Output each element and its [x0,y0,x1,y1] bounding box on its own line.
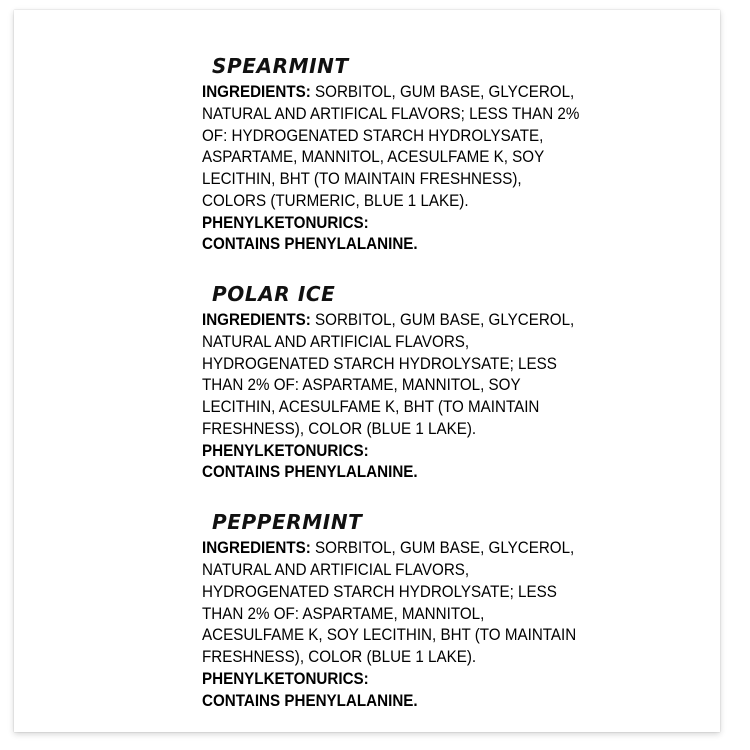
ingredients-paragraph-polar-ice [202,310,580,441]
ingredients-label-polar-ice: INGREDIENTS: [202,311,311,330]
ingredients-text-polar-ice: SORBITOL, GUM BASE, GLYCEROL, NATURAL AND ARTIFICIAL FLAVORS, HYDROGENATED STARCH HYDROLYSATE; LESS THAN 2% OF: ASPARTAME, MANNITOL, SOY LECITHIN, ACESULFAME K, BHT (TO MAINTAIN FRESHNESS), COLOR (BLUE 1 LAKE). [202,311,575,438]
label-content [202,54,582,712]
ingredients-paragraph-peppermint [202,538,580,669]
ingredients-label-spearmint: INGREDIENTS: [202,83,311,101]
flavor-section-spearmint [202,54,582,256]
flavor-title-polar-ice: POLAR ICE [212,282,336,307]
flavor-section-peppermint [202,510,582,712]
ingredients-text-spearmint: SORBITOL, GUM BASE, GLYCEROL, NATURAL AND ARTIFICAL FLAVORS; LESS THAN 2% OF: HYDROGENATED STARCH HYDROLYSATE, ASPARTAME, MANNITOL, ACESULFAME K, SOY LECITHIN, BHT (TO MAINTAIN FRESHNESS), COLORS (TURMERIC, BLUE 1 LAKE). [202,83,580,210]
ingredients-label-peppermint: INGREDIENTS: [202,539,311,558]
flavor-section-polar-ice [202,282,582,484]
pku-warning-line2-spearmint: CONTAINS PHENYLALANINE. [202,235,418,254]
ingredients-paragraph-spearmint [202,82,580,213]
flavor-title-peppermint: PEPPERMINT [212,510,363,535]
pku-warning-line1-spearmint: PHENYLKETONURICS: [202,213,369,232]
ingredients-text-peppermint: SORBITOL, GUM BASE, GLYCEROL, NATURAL AND ARTIFICIAL FLAVORS, HYDROGENATED STARCH HYDROLYSATE; LESS THAN 2% OF: ASPARTAME, MANNITOL, ACESULFAME K, SOY LECITHIN, BHT (TO MAINTAIN FRESHNESS), COLOR (BLUE 1 LAKE). [202,539,577,667]
pku-warning-line1-polar-ice: PHENYLKETONURICS: [202,441,369,460]
flavor-title-spearmint: SPEARMINT [212,54,349,78]
pku-warning-line2-peppermint: CONTAINS PHENYLALANINE. [202,691,418,710]
pku-warning-line1-peppermint: PHENYLKETONURICS: [202,669,369,688]
label-card [14,10,720,732]
pku-warning-line2-polar-ice: CONTAINS PHENYLALANINE. [202,463,418,482]
